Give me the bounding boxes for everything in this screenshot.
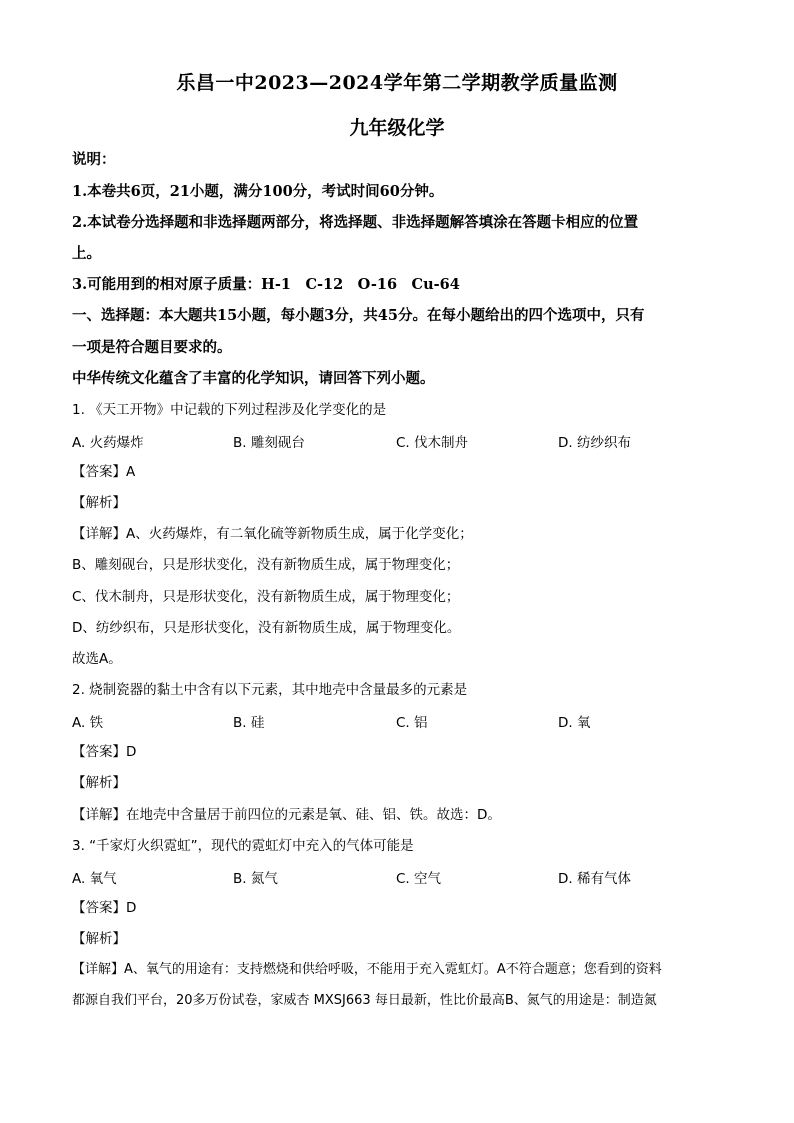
exam-title: 乐昌一中2023—2024学年第二学期教学质量监测	[176, 72, 618, 94]
instruction-item: 上。	[72, 245, 101, 262]
instruction-item: 2.本试卷分选择题和非选择题两部分，将选择题、非选择题解答填涂在答题卡相应的位置	[72, 214, 639, 231]
question-option-d: D. 氧	[558, 715, 591, 731]
question-option-a: A. 铁	[72, 715, 104, 731]
question-option-b: B. 硅	[233, 715, 265, 731]
detail-line: 【详解】在地壳中含量居于前四位的元素是氧、硅、铝、铁。故选：D。	[72, 807, 501, 823]
detail-line: D、纺纱织布，只是形状变化，没有新物质生成，属于物理变化。	[72, 620, 461, 636]
answer-label: 【答案】D	[72, 744, 137, 760]
question-option-d: D. 纺纱织布	[558, 435, 631, 451]
question-option-c: C. 铝	[396, 715, 428, 731]
instructions-heading: 说明：	[72, 151, 116, 168]
question-option-c: C. 伐木制舟	[396, 435, 469, 451]
detail-line: 【详解】A、火药爆炸，有二氧化硫等新物质生成，属于化学变化；	[72, 526, 473, 542]
question-stem: 2. 烧制瓷器的黏土中含有以下元素，其中地壳中含量最多的元素是	[72, 682, 468, 698]
detail-line: 都源自我们平台，20多万份试卷，家威杏 MXSJ663 每日最新，性比价最高B、氮气的用途是：制造氮	[72, 993, 657, 1008]
question-stem: 1. 《天工开物》中记载的下列过程涉及化学变化的是	[72, 402, 387, 418]
section-heading: 一、选择题：本大题共15小题，每小题3分，共45分。在每小题给出的四个选项中，只有	[72, 307, 645, 324]
detail-line: 【详解】A、氧气的用途有：支持燃烧和供给呼吸，不能用于充入霓虹灯。A不符合题意；您看到的资料	[72, 962, 662, 977]
question-option-c: C. 空气	[396, 871, 442, 887]
answer-label: 【答案】D	[72, 900, 137, 916]
question-option-a: A. 火药爆炸	[72, 435, 144, 451]
detail-line: B、雕刻砚台，只是形状变化，没有新物质生成，属于物理变化；	[72, 557, 460, 573]
question-option-b: B. 氮气	[233, 871, 278, 887]
instruction-item: 1.本卷共6页，21小题，满分100分，考试时间60分钟。	[72, 183, 444, 200]
exam-subtitle: 九年级化学	[349, 117, 445, 139]
analysis-label: 【解析】	[72, 495, 126, 511]
instruction-item: 3.可能用到的相对原子质量：H-1 C-12 O-16 Cu-64	[72, 276, 460, 293]
question-option-a: A. 氧气	[72, 871, 117, 887]
analysis-label: 【解析】	[72, 775, 126, 791]
analysis-label: 【解析】	[72, 931, 126, 947]
question-option-d: D. 稀有气体	[558, 871, 631, 887]
question-stem: 3. “千家灯火织霓虹”，现代的霓虹灯中充入的气体可能是	[72, 838, 414, 854]
answer-label: 【答案】A	[72, 464, 136, 480]
question-option-b: B. 雕刻砚台	[233, 435, 305, 451]
detail-line: 故选A。	[72, 651, 122, 667]
section-intro: 中华传统文化蕴含了丰富的化学知识，请回答下列小题。	[72, 370, 435, 387]
section-heading-cont: 一项是符合题目要求的。	[72, 339, 232, 356]
detail-line: C、伐木制舟，只是形状变化，没有新物质生成，属于物理变化；	[72, 589, 460, 605]
